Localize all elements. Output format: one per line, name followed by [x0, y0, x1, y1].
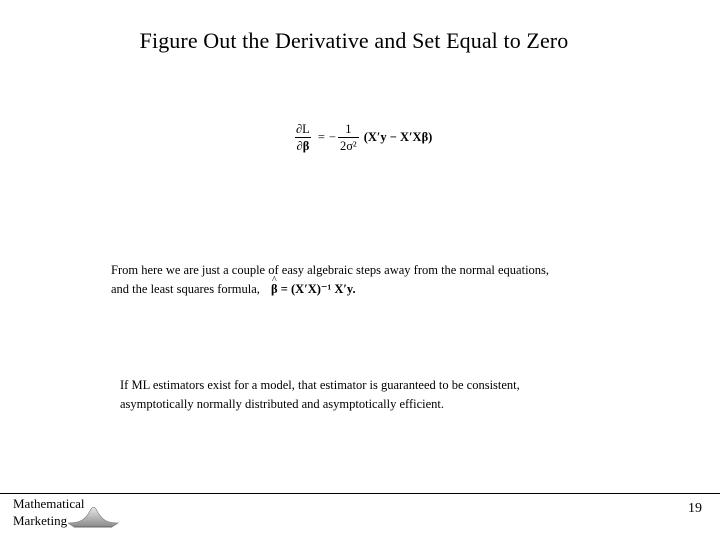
bell-curve-icon: [68, 502, 120, 528]
paragraph2-line2: asymptotically normally distributed and asymptotically efficient.: [120, 397, 444, 411]
derivative-equation: [292, 122, 432, 153]
rhs-numerator: 1: [345, 122, 352, 136]
paragraph-ml-properties: [120, 376, 640, 414]
logo-line2: Marketing: [13, 513, 68, 528]
page-number: 19: [688, 501, 702, 516]
lhs-denominator: ∂β: [296, 139, 310, 153]
beta-hat: ^ β: [271, 280, 278, 299]
paragraph1-line2-text: and the least squares formula,: [111, 282, 260, 296]
lhs-fraction: [294, 122, 312, 153]
least-squares-formula: [271, 282, 356, 296]
paragraph2-line1: If ML estimators exist for a model, that estimator is guaranteed to be consistent,: [120, 378, 520, 392]
footer-divider: [0, 493, 720, 494]
lhs-numerator: ∂L: [296, 122, 310, 136]
formula-rhs: = (X′X)⁻¹ X′y.: [280, 282, 356, 296]
rhs-denominator: 2σ²: [339, 139, 357, 153]
paren-expression: (X′y − X′Xβ): [363, 130, 433, 144]
equals-sign: =: [317, 130, 325, 144]
logo-line1: Mathematical: [13, 496, 85, 511]
minus-sign: −: [328, 130, 336, 144]
paragraph-normal-equations: [111, 261, 631, 299]
paragraph1-line1: From here we are just a couple of easy algebraic steps away from the normal equations,: [111, 263, 550, 277]
rhs-fraction: [338, 122, 359, 153]
paragraph1-line2: [111, 280, 631, 299]
slide-title: Figure Out the Derivative and Set Equal to Zero: [139, 28, 569, 53]
